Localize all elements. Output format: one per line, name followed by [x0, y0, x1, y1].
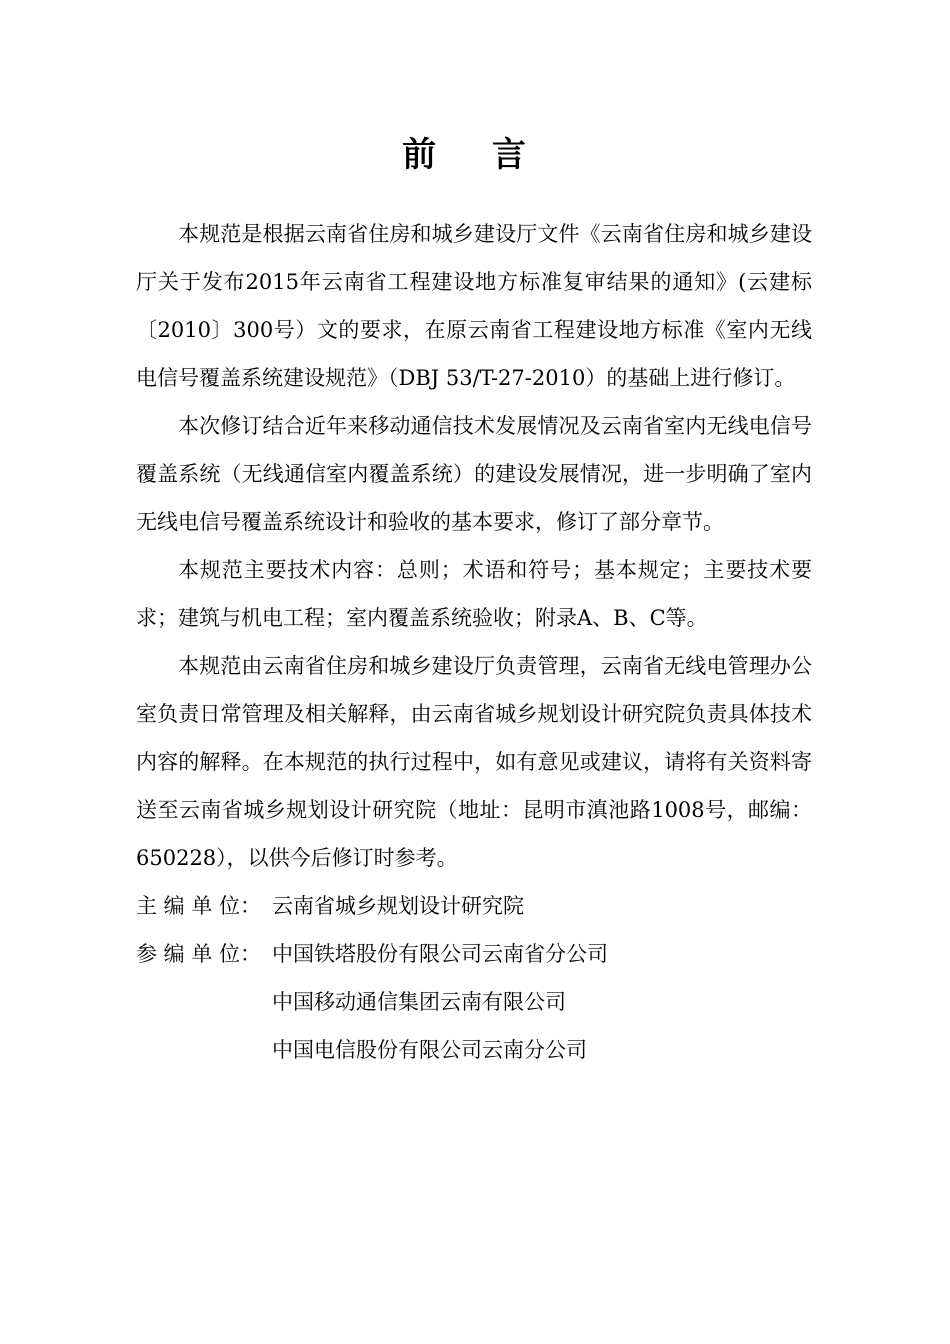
- chief-unit-values: [272, 882, 812, 930]
- participating-unit-name: 中国移动通信集团云南有限公司: [272, 990, 566, 1014]
- chief-unit-label: 主 编 单 位：: [136, 894, 262, 918]
- participating-units-row: [136, 930, 812, 1074]
- chief-unit-name: 云南省城乡规划设计研究院: [272, 894, 524, 918]
- preface-body: [136, 210, 812, 1074]
- chief-unit-row: [136, 882, 812, 930]
- paragraph-management: 本规范由云南省住房和城乡建设厅负责管理，云南省无线电管理办公室负责日常管理及相关解释，由云南省城乡规划设计研究院负责具体技术内容的解释。在本规范的执行过程中，如有意见或建议，请将有关资料寄送至云南省城乡规划设计研究院（地址：昆明市滇池路1008号，邮编：650228），以供今后修订时参考。: [136, 654, 812, 870]
- paragraph-revision-scope: 本次修订结合近年来移动通信技术发展情况及云南省室内无线电信号覆盖系统（无线通信室内覆盖系统）的建设发展情况，进一步明确了室内无线电信号覆盖系统设计和验收的基本要求，修订了部分章节。: [136, 414, 812, 534]
- participating-unit-name: 中国铁塔股份有限公司云南省分公司: [272, 942, 608, 966]
- participating-unit-name: 中国电信股份有限公司云南分公司: [272, 1038, 587, 1062]
- paragraph-technical-content: 本规范主要技术内容：总则；术语和符号；基本规定；主要技术要求；建筑与机电工程；室内覆盖系统验收；附录A、B、C等。: [136, 558, 812, 630]
- page-title: 前 言: [402, 135, 548, 175]
- paragraph-revision-basis: 本规范是根据云南省住房和城乡建设厅文件《云南省住房和城乡建设厅关于发布2015年云南省工程建设地方标准复审结果的通知》(云建标〔2010〕300号）文的要求，在原云南省工程建设地方标准《室内无线电信号覆盖系统建设规范》（DBJ 53/T-27-2010）的基础上进行修订。: [136, 222, 812, 390]
- participating-units-label: 参 编 单 位：: [136, 942, 262, 966]
- participating-units-values: [272, 930, 812, 1074]
